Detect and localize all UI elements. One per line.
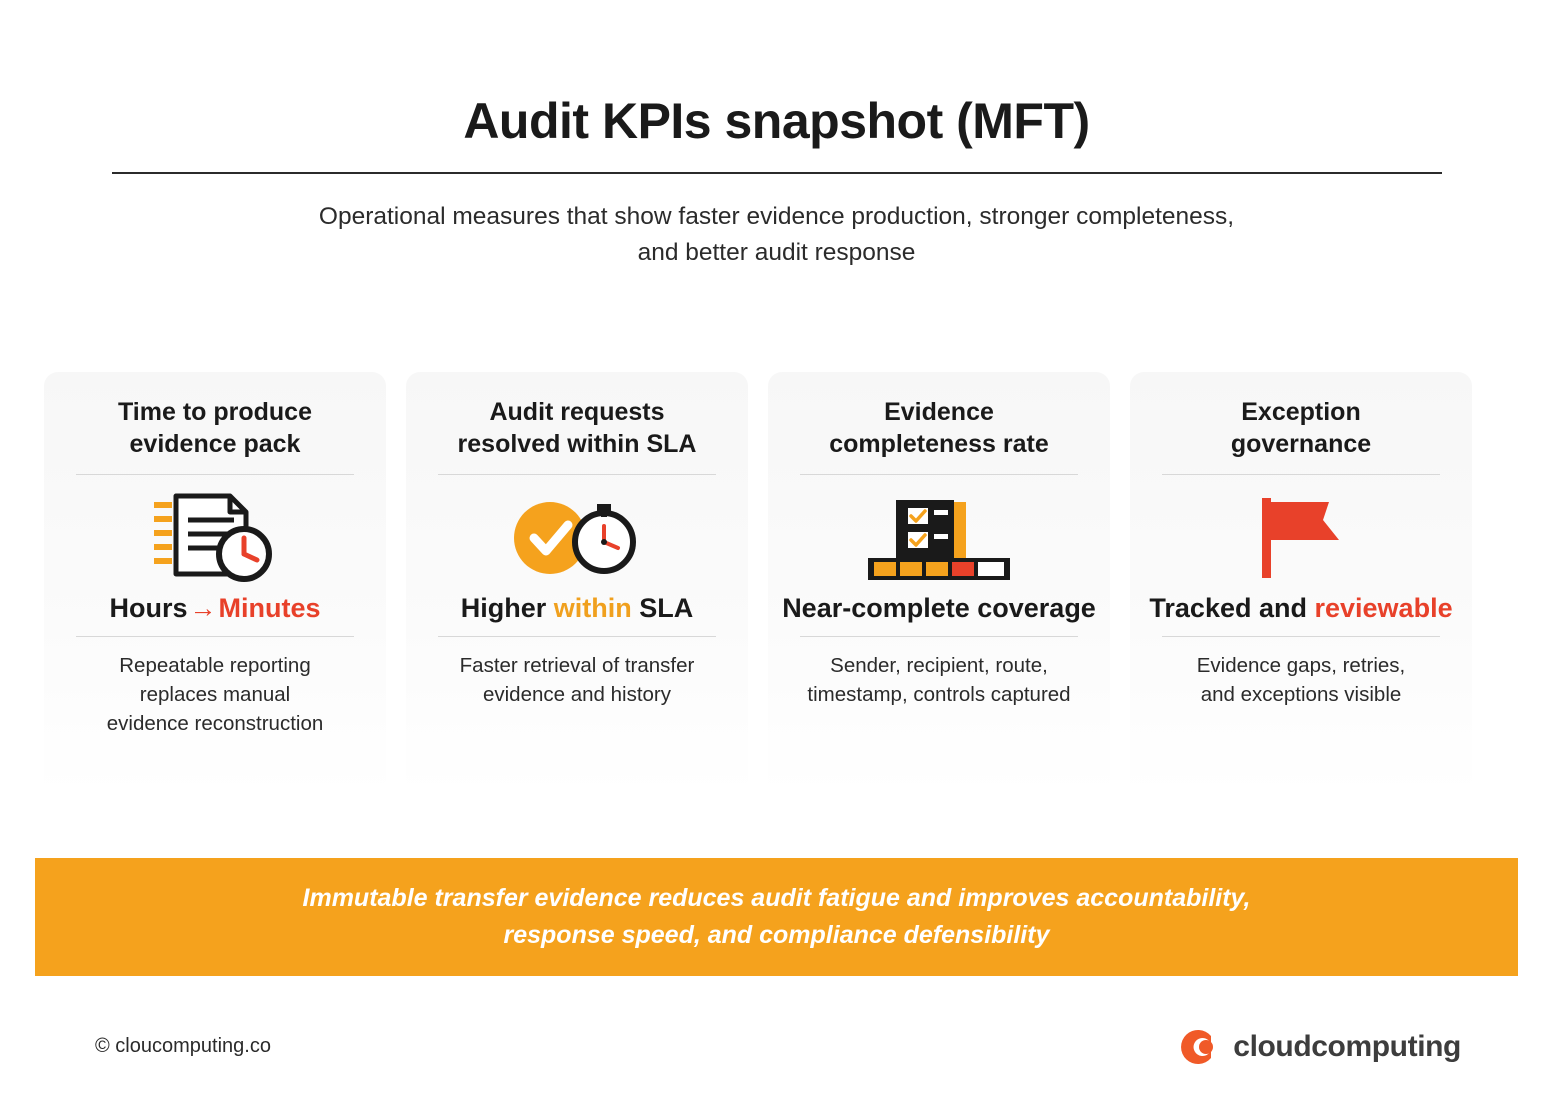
- card-divider-bottom: [1162, 636, 1440, 637]
- card-metric: [109, 593, 320, 624]
- checkmark-stopwatch-icon: [502, 483, 652, 593]
- card-description: [460, 651, 695, 709]
- page-subtitle: [0, 199, 1553, 270]
- card-divider-top: [76, 474, 354, 475]
- metric-pre: Tracked and: [1149, 593, 1307, 623]
- card-title-line-2: evidence pack: [129, 430, 301, 458]
- card-divider-top: [800, 474, 1078, 475]
- card-divider-bottom: [438, 636, 716, 637]
- desc-line-3: evidence reconstruction: [106, 712, 324, 736]
- brand-logo: [1175, 1024, 1461, 1070]
- desc-line-1: Evidence gaps, retries,: [1196, 654, 1406, 677]
- desc-line-1: Sender, recipient, route,: [830, 654, 1048, 677]
- checklist-stack-icon: [844, 483, 1034, 593]
- card-description: [807, 651, 1070, 709]
- card-title-line-1: Evidence: [884, 398, 994, 426]
- card-divider-top: [1162, 474, 1440, 475]
- banner-line-2: response speed, and compliance defensibility: [503, 921, 1050, 949]
- subtitle-line-2: and better audit response: [637, 238, 916, 266]
- metric-arrow-icon: →: [189, 593, 217, 623]
- card-metric: [1149, 593, 1452, 624]
- logo-wordmark: cloudcomputing: [1233, 1030, 1461, 1063]
- copyright-text: © cloucomputing.co: [95, 1035, 271, 1057]
- metric-pre: Higher: [460, 593, 547, 623]
- desc-line-2: and exceptions visible: [1200, 683, 1402, 707]
- desc-line-2: evidence and history: [482, 683, 672, 707]
- summary-banner: [35, 858, 1518, 976]
- metric-post: SLA: [639, 593, 694, 623]
- document-clock-icon: [140, 483, 290, 593]
- card-divider-bottom: [76, 636, 354, 637]
- card-title-line-1: Time to produce: [117, 398, 312, 426]
- card-title: [458, 396, 697, 462]
- card-title: [1231, 396, 1371, 462]
- card-title: [829, 396, 1049, 462]
- card-title-line-2: governance: [1230, 430, 1372, 458]
- title-divider: [112, 172, 1442, 174]
- banner-line-1: Immutable transfer evidence reduces audit fatigue and improves accountability,: [302, 883, 1251, 912]
- card-title-line-1: Exception: [1241, 398, 1361, 426]
- banner-text: [303, 880, 1251, 955]
- card-metric: [461, 593, 694, 624]
- metric-pre: Near-complete coverage: [782, 593, 1096, 623]
- card-description: [107, 651, 324, 738]
- kpi-card-exception-governance: [1130, 372, 1472, 796]
- desc-line-2: replaces manual: [139, 683, 291, 707]
- card-title-line-2: completeness rate: [829, 430, 1049, 458]
- metric-accent: reviewable: [1314, 593, 1453, 623]
- page-title: Audit KPIs snapshot (MFT): [463, 93, 1090, 149]
- desc-line-1: Repeatable reporting: [119, 654, 311, 677]
- kpi-card-audit-requests: [406, 372, 748, 796]
- metric-accent: Minutes: [218, 593, 321, 623]
- card-title-line-1: Audit requests: [489, 398, 665, 426]
- red-flag-icon: [1226, 483, 1376, 593]
- desc-line-1: Faster retrieval of transfer: [459, 654, 695, 677]
- metric-accent: within: [553, 593, 632, 623]
- cloudcomputing-c-logo-icon: [1175, 1024, 1221, 1070]
- desc-line-2: timestamp, controls captured: [807, 683, 1071, 707]
- card-title: [118, 396, 312, 462]
- metric-pre: Hours: [109, 593, 188, 623]
- card-divider-bottom: [800, 636, 1078, 637]
- card-divider-top: [438, 474, 716, 475]
- header: [0, 0, 1553, 270]
- kpi-card-time-to-produce: [44, 372, 386, 796]
- kpi-card-evidence-completeness: [768, 372, 1110, 796]
- card-metric: [782, 593, 1096, 624]
- card-description: [1197, 651, 1406, 709]
- kpi-card-row: [44, 372, 1509, 796]
- card-title-line-2: resolved within SLA: [457, 430, 697, 458]
- subtitle-line-1: Operational measures that show faster evidence production, stronger completeness,: [318, 203, 1235, 230]
